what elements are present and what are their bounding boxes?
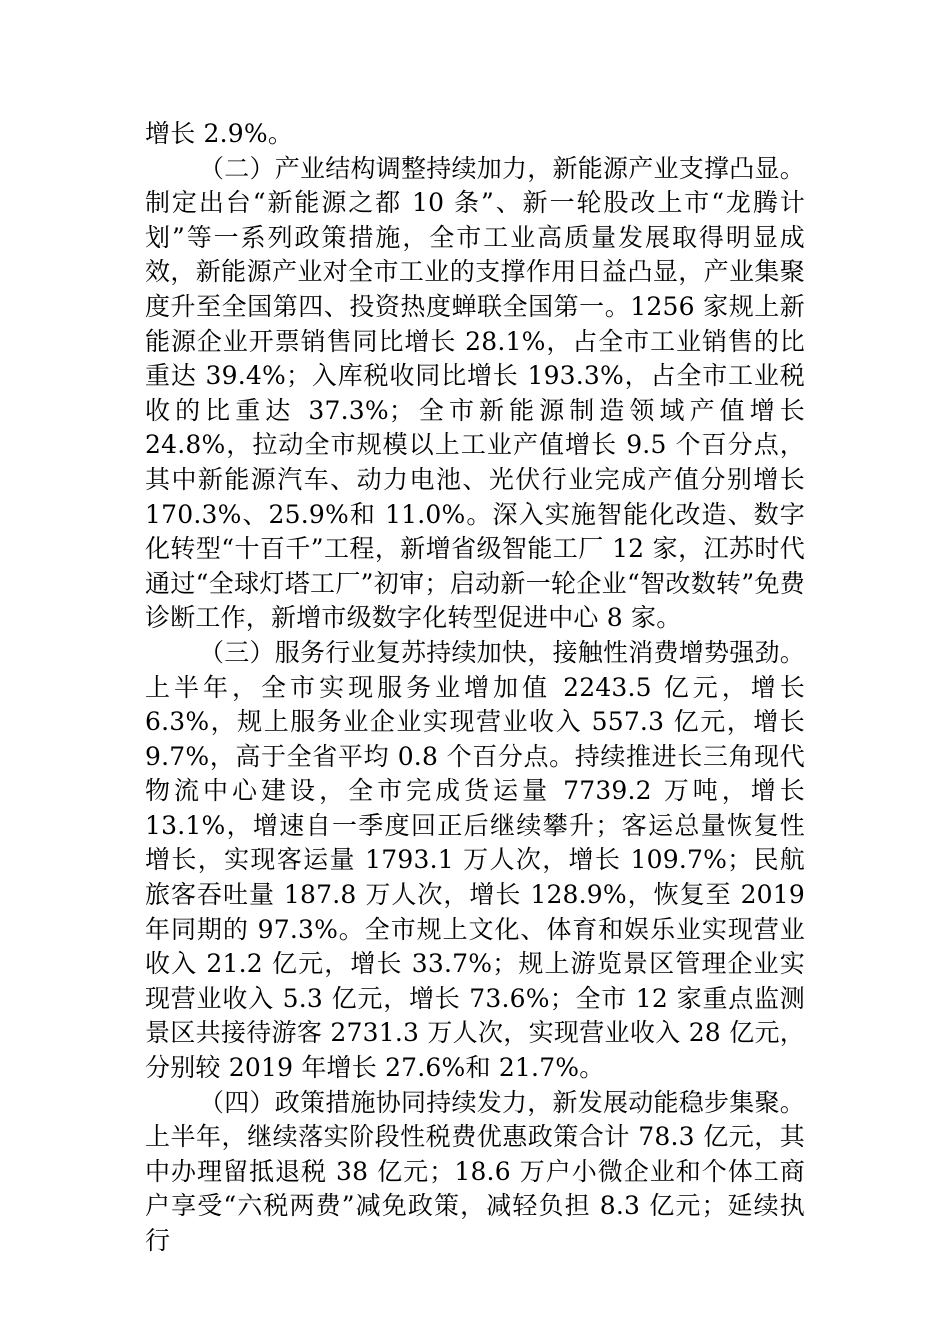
paragraph-1-continuation: 增长 2.9%。	[145, 119, 294, 148]
paragraph-service-industry: （三）服务行业复苏持续加快，接触性消费增势强劲。上半年，全市实现服务业增加值 2243.5 亿元，增长 6.3%，规上服务业企业实现营业收入 557.3 亿元，增长 9.7%，高于全省平均 0.8 个百分点。持续推进长三角现代物流中心建设，全市完成货运量 7739.2 万吨，增长 13.1%，增速自一季度回正后继续攀升；客运总量恢复性增长，实现客运量 1793.1 万人次，增长 109.7%；民航旅客吞吐量 187.8 万人次，增长 128.9%，恢复至 2019 年同期的 97.3%。全市规上文化、体育和娱乐业实现营业收入 21.2 亿元，增长 33.7%；规上游览景区管理企业实现营业收入 5.3 亿元，增长 73.6%；全市 12 家重点监测景区共接待游客 2731.3 万人次，实现营业收入 28 亿元，分别较 2019 年增长 27.6%和 21.7%。	[145, 637, 805, 1083]
document-body	[145, 117, 805, 1259]
paragraph-policy-measures: （四）政策措施协同持续发力，新发展动能稳步集聚。上半年，继续落实阶段性税费优惠政策合计 78.3 亿元，其中办理留抵退税 38 亿元；18.6 万户小微企业和个体工商户享受“六税两费”减免政策，减轻负担 8.3 亿元；延续执行	[145, 1087, 805, 1255]
paragraph-industrial-structure: （二）产业结构调整持续加力，新能源产业支撑凸显。制定出台“新能源之都 10 条”、新一轮股改上市“龙腾计划”等一系列政策措施，全市工业高质量发展取得明显成效，新能源产业对全市工业的支撑作用日益凸显，产业集聚度升至全国第四、投资热度蝉联全国第一。1256 家规上新能源企业开票销售同比增长 28.1%，占全市工业销售的比重达 39.4%；入库税收同比增长 193.3%，占全市工业税收的比重达 37.3%；全市新能源制造领域产值增长 24.8%，拉动全市规模以上工业产值增长 9.5 个百分点，其中新能源汽车、动力电池、光伏行业完成产值分别增长 170.3%、25.9%和 11.0%。深入实施智能化改造、数字化转型“十百千”工程，新增省级智能工厂 12 家，江苏时代通过“全球灯塔工厂”初审；启动新一轮企业“智改数转”免费诊断工作，新增市级数字化转型促进中心 8 家。	[145, 153, 805, 633]
